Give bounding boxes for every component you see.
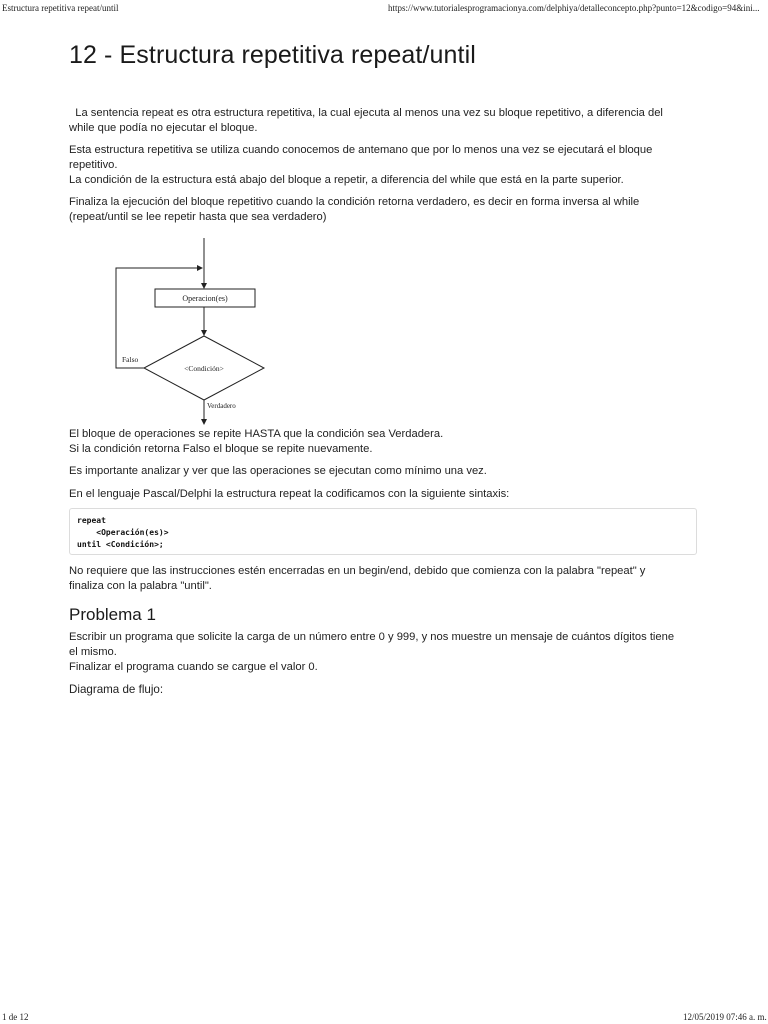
text-line: el mismo. [69, 646, 117, 658]
paragraph-intro [69, 106, 699, 136]
paragraph-begin-end [69, 564, 699, 594]
print-header-url: https://www.tutorialesprogramacionya.com/delphiya/detalleconcepto.php?punto=12&codigo=94&ini... [388, 3, 760, 13]
code-line: repeat [77, 516, 106, 525]
flowchart-heading: Diagrama de flujo: [69, 683, 164, 696]
text-line: Escribir un programa que solicite la carga de un número entre 0 y 999, y nos muestre un mensaje de cuántos dígitos tiene [69, 631, 675, 643]
code-block [69, 508, 697, 555]
text-line: No requiere que las instrucciones estén encerradas en un begin/end, debido que comienza con la palabra "repeat" y [69, 565, 646, 577]
paragraph-repeat-explain [69, 427, 699, 457]
text-line: La sentencia repeat es otra estructura repetitiva, la cual ejecuta al menos una vez su bloque repetitivo, a diferencia del [69, 107, 663, 119]
text-line: La condición de la estructura está abajo del bloque a repetir, a diferencia del while que está en la parte superior. [69, 174, 624, 186]
text-line: (repeat/until se lee repetir hasta que sea verdadero) [69, 211, 327, 223]
text-line: Finaliza la ejecución del bloque repetitivo cuando la condición retorna verdadero, es decir en forma inversa al while [69, 196, 640, 208]
problem-heading: Problema 1 [69, 605, 156, 624]
code-line: <Operación(es)> [77, 528, 169, 537]
print-header-title: Estructura repetitiva repeat/until [2, 3, 119, 13]
text-line: En el lenguaje Pascal/Delphi la estructura repeat la codificamos con la siguiente sintaxis: [69, 488, 510, 500]
operation-label: Operacion(es) [182, 294, 228, 303]
repeat-until-flowchart [112, 238, 280, 428]
text-line: repetitivo. [69, 159, 118, 171]
paragraph-syntax-intro [69, 487, 699, 502]
print-footer-datetime: 12/05/2019 07:46 a. m. [683, 1012, 767, 1022]
paragraph-usage [69, 143, 699, 188]
false-label: Falso [122, 355, 139, 364]
print-footer-page: 1 de 12 [2, 1012, 29, 1022]
paragraph-minimum [69, 464, 699, 479]
text-line: while que podía no ejecutar el bloque. [69, 122, 258, 134]
text-line: El bloque de operaciones se repite HASTA que la condición sea Verdadera. [69, 428, 444, 440]
text-line: Si la condición retorna Falso el bloque se repite nuevamente. [69, 443, 373, 455]
paragraph-problem-statement [69, 630, 699, 675]
true-label: Verdadero [207, 402, 236, 410]
text-line: Es importante analizar y ver que las operaciones se ejecutan como mínimo una vez. [69, 465, 487, 477]
condition-label: <Condición> [184, 364, 224, 373]
text-line: Finalizar el programa cuando se cargue el valor 0. [69, 661, 318, 673]
code-line: until <Condición>; [77, 540, 164, 549]
text-line: finaliza con la palabra "until". [69, 580, 212, 592]
text-line: Esta estructura repetitiva se utiliza cuando conocemos de antemano que por lo menos una vez se ejecutará el bloque [69, 144, 653, 156]
paragraph-termination [69, 195, 699, 225]
page-title: 12 - Estructura repetitiva repeat/until [69, 41, 476, 69]
